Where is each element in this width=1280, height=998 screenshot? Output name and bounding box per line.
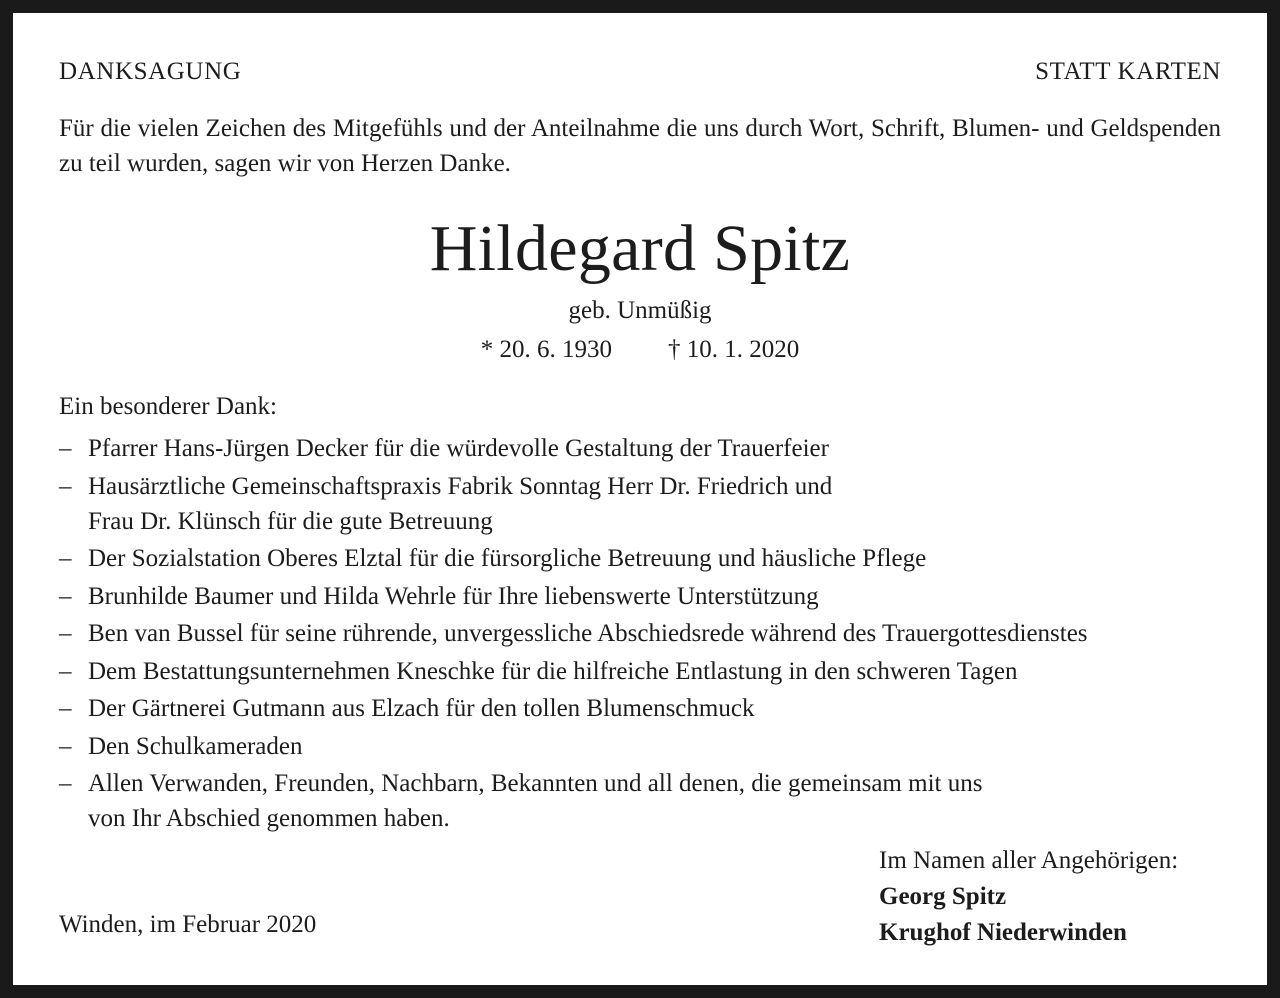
dash-bullet: – [59,620,72,647]
list-item-text: Brunhilde Baumer und Hilda Wehrle für Ihre liebenswerte Unterstützung [88,582,819,610]
dash-bullet: – [59,545,72,572]
deceased-name: Hildegard Spitz [429,212,851,285]
header-thanks-label: DANKSAGUNG [59,58,242,85]
list-item-text: Allen Verwanden, Freunden, Nachbarn, Bekannten und all denen, die gemeinsam mit uns von Ihr Abschied genommen haben. [88,770,983,832]
list-item [59,654,1229,689]
list-item-text: Dem Bestattungsunternehmen Kneschke für die hilfreiche Entlastung in den schweren Tagen [88,657,1018,685]
special-thanks-heading: Ein besonderer Dank: [59,393,277,420]
list-item [59,729,1229,764]
list-item [59,766,1229,836]
born-name: geb. Unmüßig [568,297,712,324]
dash-bullet: – [59,695,72,722]
list-item-text: Der Sozialstation Oberes Elztal für die fürsorgliche Betreuung und häusliche Pflege [88,545,927,572]
list-item-text: Pfarrer Hans-Jürgen Decker für die würdevolle Gestaltung der Trauerfeier [88,435,829,462]
list-item [59,616,1229,651]
dash-bullet: – [59,732,72,760]
dash-bullet: – [59,770,72,797]
signature-place: Krughof Niederwinden [879,919,1127,946]
header-instead-of-cards-label: STATT KARTEN [1035,58,1221,85]
list-item-text: Den Schulkameraden [88,732,303,760]
list-item [59,469,1229,539]
obituary-notice [13,13,1267,985]
intro-paragraph: Für die vielen Zeichen des Mitgefühls und der Anteilnahme die uns durch Wort, Schrift, Blumen- und Geldspenden zu teil wurden, sagen wir von Herzen Danke. [59,115,1221,177]
signature-intro: Im Namen aller Angehörigen: [879,847,1179,874]
thanks-list [59,431,1229,839]
dash-bullet: – [59,582,72,610]
list-item [59,541,1229,576]
list-item-text: Hausärztliche Gemeinschaftspraxis Fabrik Sonntag Herr Dr. Friedrich und Frau Dr. Klünsch für die gute Betreuung [88,472,833,535]
signature-name: Georg Spitz [879,883,1007,910]
list-item-text: Ben van Bussel für seine rührende, unvergessliche Abschiedsrede während des Trauergottesdienstes [88,620,1088,647]
life-dates [13,336,1267,364]
list-item [59,579,1229,614]
list-item-text: Der Gärtnerei Gutmann aus Elzach für den tollen Blumenschmuck [88,695,755,722]
dash-bullet: – [59,472,72,500]
birth-date: * 20. 6. 1930 [480,336,612,363]
death-date: † 10. 1. 2020 [668,336,800,363]
signature-block [879,843,1178,951]
list-item [59,691,1229,726]
dash-bullet: – [59,435,72,462]
place-and-date: Winden, im Februar 2020 [59,911,317,938]
list-item [59,431,1229,466]
dash-bullet: – [59,657,72,685]
